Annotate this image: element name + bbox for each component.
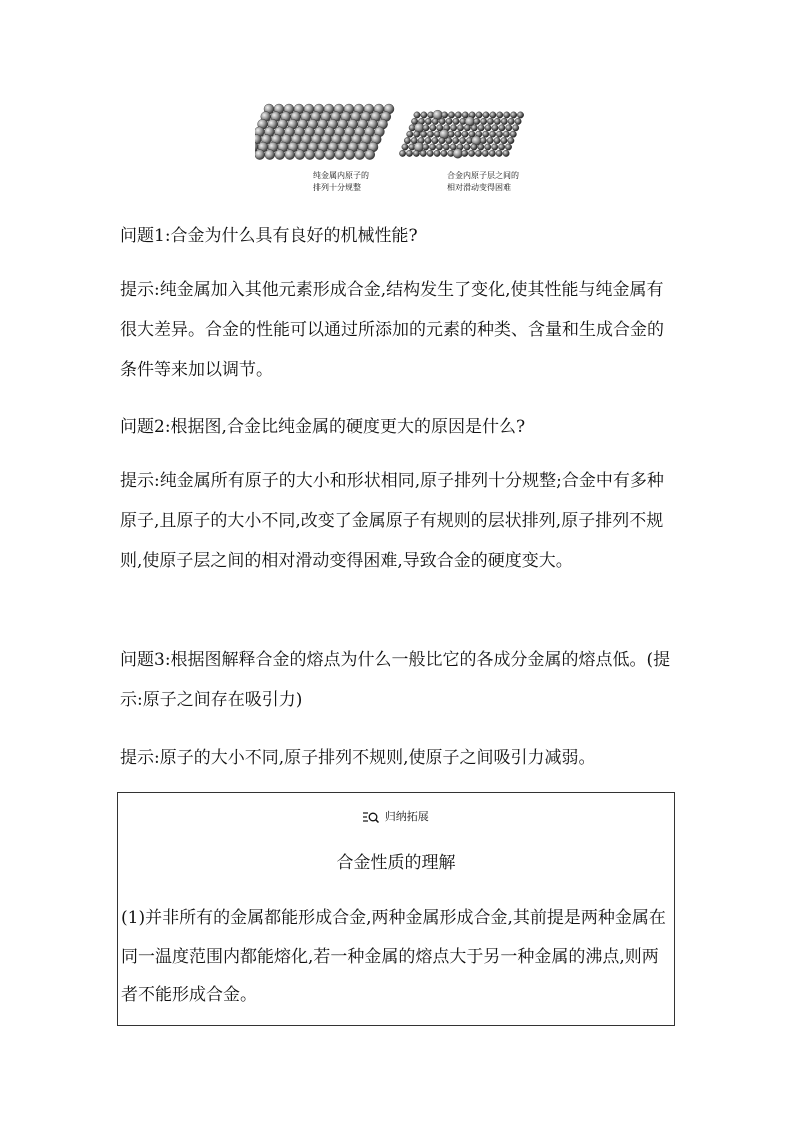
metal-atom — [503, 150, 509, 156]
metal-atom — [425, 118, 431, 124]
metal-atom — [497, 112, 503, 118]
metal-atom — [448, 112, 454, 118]
solute-atom — [453, 149, 463, 159]
metal-atom — [436, 144, 442, 150]
metal-atom — [471, 144, 477, 150]
metal-atom — [453, 118, 459, 124]
metal-atom — [285, 150, 295, 160]
metal-atom — [487, 137, 493, 143]
metal-atom — [494, 137, 500, 143]
summary-box-body: (1)并非所有的金属都能形成合金,两种金属形成合金,其前提是两种金属在同一温度范围内都能熔化,若一种金属的熔点大于另一种金属的沸点,则两者不能形成合金。 — [121, 908, 666, 1005]
metal-atom — [453, 137, 459, 143]
metal-atom — [504, 112, 510, 118]
metal-atom — [325, 150, 335, 160]
metal-atom — [482, 150, 488, 156]
metal-atom — [499, 125, 505, 131]
metal-atom — [399, 150, 405, 156]
metal-atom — [492, 144, 498, 150]
metal-atom — [480, 137, 486, 143]
metal-atom — [508, 137, 514, 143]
summary-box-title: 合金性质的理解 — [336, 853, 456, 873]
metal-atom — [407, 131, 413, 137]
metal-atom — [404, 137, 410, 143]
caption-line: 排列十分规整 — [313, 183, 361, 192]
metal-atom — [420, 150, 426, 156]
metal-atom — [420, 131, 426, 137]
metal-atom — [365, 150, 375, 160]
metal-atom — [425, 137, 431, 143]
metal-atom — [315, 150, 325, 160]
metal-atom — [490, 112, 496, 118]
summary-box — [117, 792, 675, 1026]
metal-atom — [487, 118, 493, 124]
metal-atom — [434, 150, 440, 156]
metal-atom — [462, 150, 468, 156]
metal-atom — [414, 131, 420, 137]
alloy-lattice — [399, 110, 523, 158]
metal-atom — [423, 144, 429, 150]
pure-metal-lattice — [255, 104, 394, 160]
metal-atom — [468, 150, 474, 156]
metal-atom — [439, 118, 445, 124]
metal-atom — [492, 125, 498, 131]
metal-atom — [413, 150, 419, 156]
metal-atom — [510, 131, 516, 137]
magnifier-list-icon — [363, 811, 379, 823]
metal-atom — [450, 125, 456, 131]
metal-atom — [305, 150, 315, 160]
metal-atom — [335, 150, 345, 160]
question-1: 问题1:合金为什么具有良好的机械性能? — [120, 226, 418, 246]
summary-box-header-label: 归纳拓展 — [384, 810, 429, 823]
metal-atom — [506, 125, 512, 131]
metal-atom — [443, 144, 449, 150]
metal-atom — [515, 118, 521, 124]
metal-atom — [421, 112, 427, 118]
metal-atom — [503, 131, 509, 137]
metal-atom — [265, 150, 275, 160]
metal-atom — [275, 150, 285, 160]
metal-atom — [508, 118, 514, 124]
metal-atom — [402, 144, 408, 150]
metal-atom — [480, 118, 486, 124]
metal-atom — [432, 137, 438, 143]
metal-atom — [505, 144, 511, 150]
metal-atom — [457, 125, 463, 131]
atom-arrangement-figure — [255, 96, 545, 196]
metal-atom — [441, 112, 447, 118]
metal-atom — [483, 112, 489, 118]
metal-atom — [496, 150, 502, 156]
metal-atom — [432, 118, 438, 124]
metal-atom — [474, 118, 480, 124]
atom-lattice-diagram — [255, 96, 545, 166]
metal-atom — [448, 131, 454, 137]
metal-atom — [464, 144, 470, 150]
metal-atom — [485, 144, 491, 150]
metal-atom — [478, 144, 484, 150]
metal-atom — [427, 150, 433, 156]
metal-atom — [475, 150, 481, 156]
metal-atom — [439, 137, 445, 143]
hint-2: 提示:纯金属所有原子的大小和形状相同,原子排列十分规整;合金中有多种原子,且原子的大小不同,改变了金属原子有规则的层状排列,原子排列不规则,使原子层之间的相对滑动变得困难,导致合金的硬度变大。 — [120, 471, 664, 571]
metal-atom — [471, 125, 477, 131]
metal-atom — [414, 112, 420, 118]
metal-atom — [462, 131, 468, 137]
metal-atom — [513, 125, 519, 131]
metal-atom — [485, 125, 491, 131]
metal-atom — [455, 112, 461, 118]
metal-atom — [489, 131, 495, 137]
metal-atom — [483, 131, 489, 137]
metal-atom — [429, 144, 435, 150]
metal-atom — [489, 150, 495, 156]
metal-atom — [496, 131, 502, 137]
metal-atom — [446, 137, 452, 143]
caption-line: 相对滑动变得困难 — [447, 183, 511, 192]
metal-atom — [423, 125, 429, 131]
metal-atom — [295, 150, 305, 160]
hint-3: 提示:原子的大小不同,原子排列不规则,使原子之间吸引力减弱。 — [120, 748, 596, 768]
metal-atom — [455, 131, 461, 137]
question-2: 问题2:根据图,合金比纯金属的硬度更大的原因是什么? — [120, 417, 526, 437]
metal-atom — [255, 150, 265, 160]
metal-atom — [446, 118, 452, 124]
metal-atom — [510, 112, 516, 118]
metal-atom — [464, 125, 470, 131]
pure-metal-caption — [313, 170, 369, 194]
metal-atom — [498, 144, 504, 150]
summary-box-header — [118, 809, 674, 825]
metal-atom — [355, 150, 365, 160]
metal-atom — [406, 150, 412, 156]
metal-atom — [517, 112, 523, 118]
metal-atom — [476, 112, 482, 118]
metal-atom — [459, 137, 465, 143]
metal-atom — [501, 118, 507, 124]
metal-atom — [501, 137, 507, 143]
metal-atom — [427, 131, 433, 137]
metal-atom — [345, 150, 355, 160]
metal-atom — [441, 150, 447, 156]
caption-line: 合金内原子层之间的 — [447, 171, 519, 180]
hint-1: 提示:纯金属加入其他元素形成合金,结构发生了变化,使其性能与纯金属有很大差异。合金的性能可以通过所添加的元素的种类、含量和生成合金的条件等来加以调节。 — [120, 280, 664, 380]
metal-atom — [430, 125, 436, 131]
alloy-caption — [447, 170, 519, 194]
metal-atom — [494, 118, 500, 124]
question-3: 问题3:根据图解释合金的熔点为什么一般比它的各成分金属的熔点低。(提示:原子之间存在吸引力) — [120, 650, 671, 710]
caption-line: 纯金属内原子的 — [313, 171, 369, 180]
metal-atom — [478, 125, 484, 131]
